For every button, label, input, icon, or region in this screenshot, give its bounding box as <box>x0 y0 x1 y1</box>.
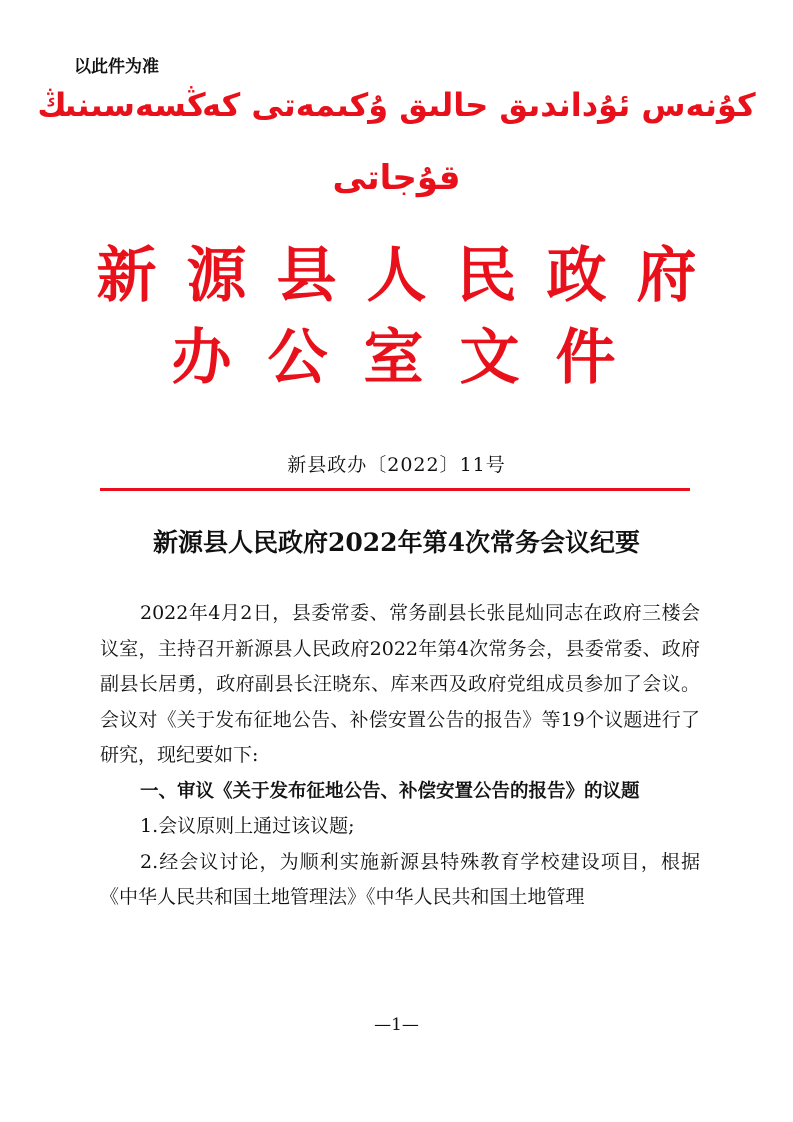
stamp-note: 以此件为准 <box>74 57 159 77</box>
document-body <box>100 596 700 916</box>
page-number: —1— <box>374 1015 419 1035</box>
red-separator-rule <box>100 488 690 491</box>
uyghur-header-line-2: قۇجاتى <box>332 158 461 198</box>
issuer-title-line-2: 办公室文件 <box>171 323 652 393</box>
issuer-title-line-1: 新源县人民政府 <box>96 241 727 311</box>
document-number: 新县政办〔2022〕11号 <box>287 454 506 476</box>
document-title: 新源县人民政府2022年第4次常务会议纪要 <box>153 528 640 557</box>
section-1-item-1: 1.会议原则上通过该议题; <box>140 815 355 837</box>
uyghur-header-line-1: كۇنەس ئۇداندىق حالىق ۇكىمەتى كەڭسەسىنىڭ <box>37 86 756 124</box>
section-1-item-2: 2.经会议讨论，为顺利实施新源县特殊教育学校建设项目，根据《中华人民共和国土地管理法》《中华人民共和国土地管理 <box>100 850 700 908</box>
section-heading-1: 一、审议《关于发布征地公告、补偿安置公告的报告》的议题 <box>140 780 640 802</box>
body-paragraph-intro: 2022年4月2日，县委常委、常务副县长张昆灿同志在政府三楼会议室，主持召开新源县人民政府2022年第4次常务会，县委常委、政府副县长居勇，政府副县长汪晓东、库来西及政府党组成员参加了会议。会议对《关于发布征地公告、补偿安置公告的报告》等19个议题进行了研究，现纪要如下: <box>100 602 700 766</box>
